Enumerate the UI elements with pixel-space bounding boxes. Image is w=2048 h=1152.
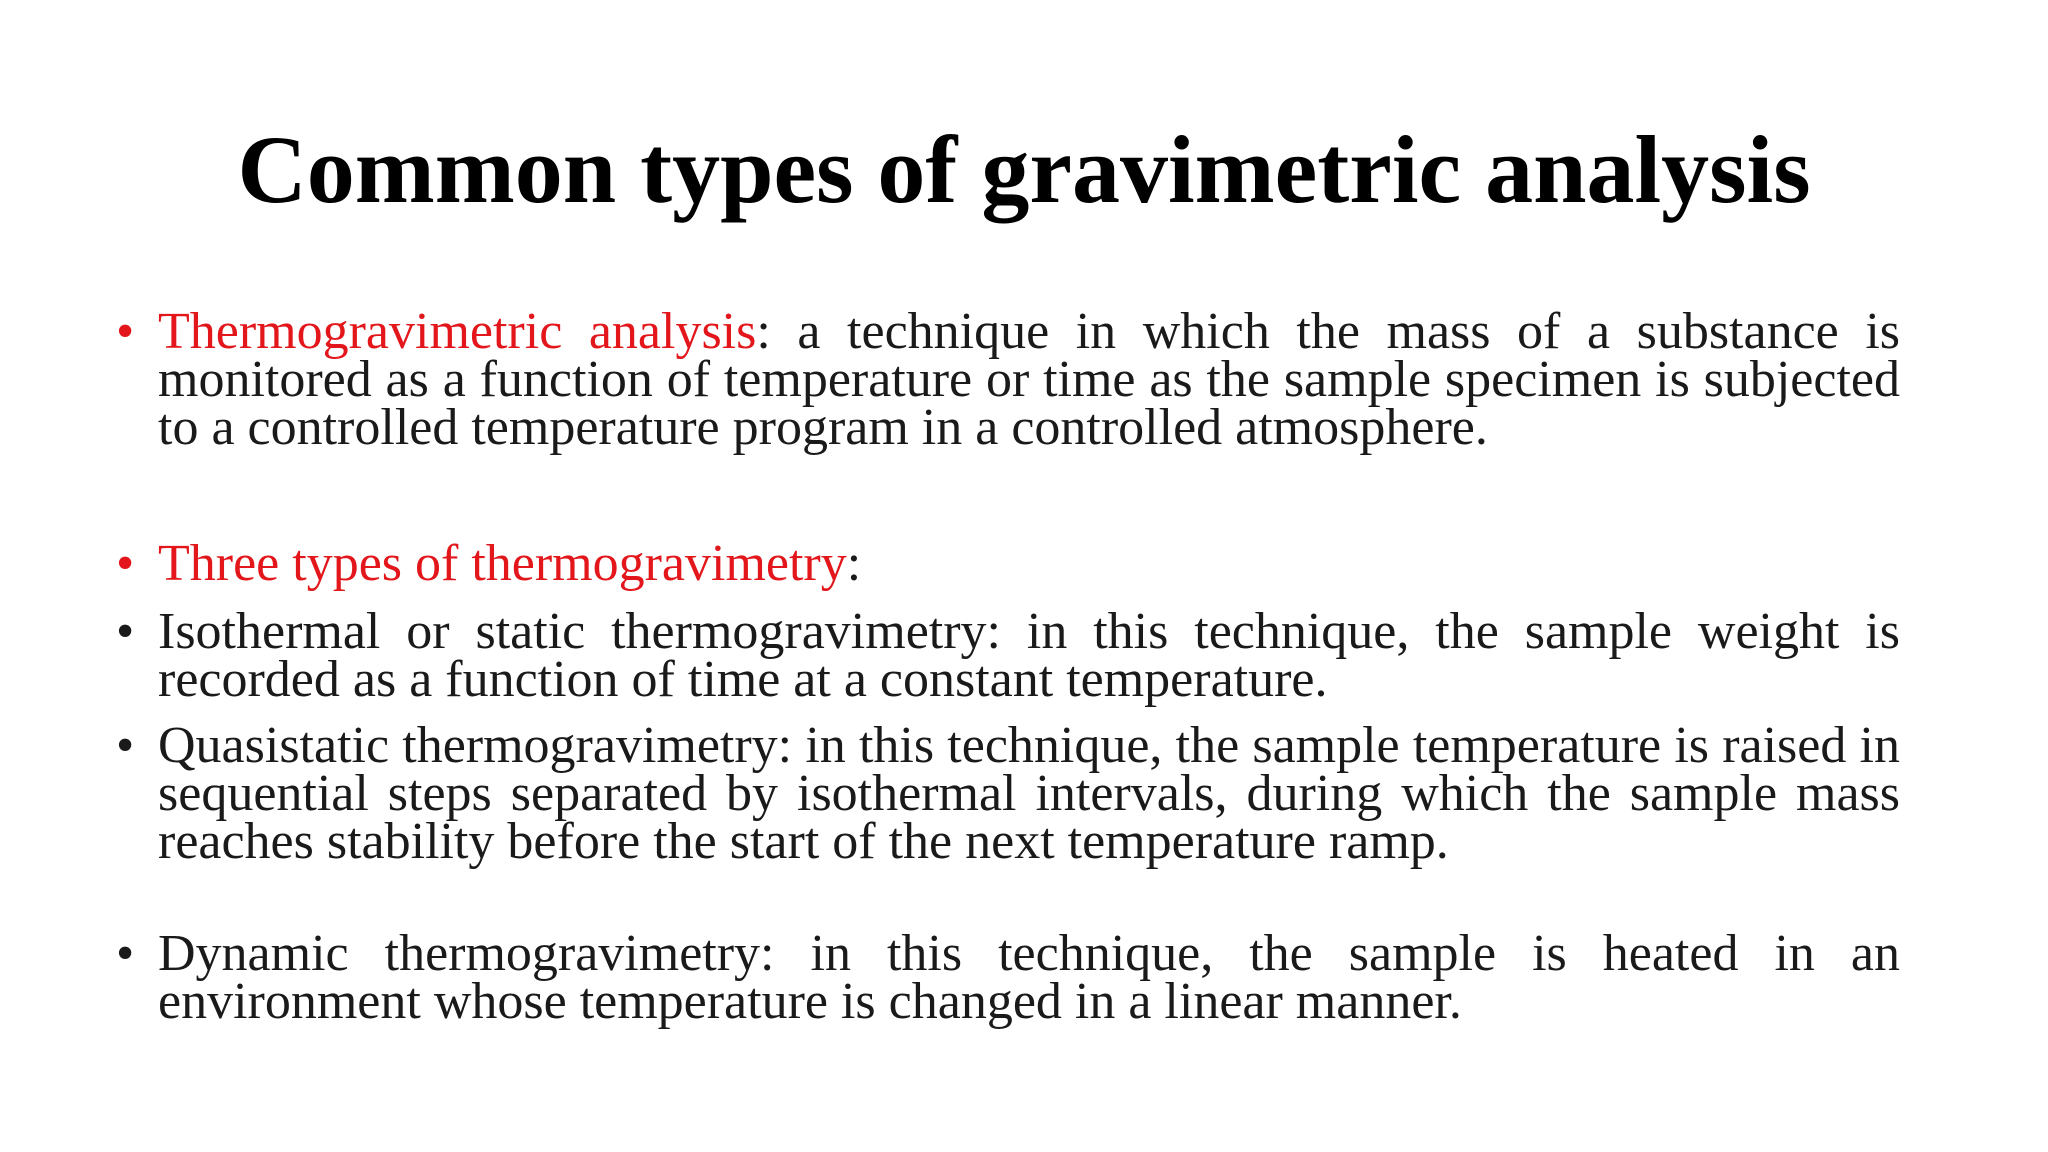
bullet-three-types (116, 535, 1900, 592)
bullet-quasistatic (116, 717, 1900, 870)
slide-title: Common types of gravimetric analysis (237, 116, 1811, 223)
bullet-text: Dynamic thermogravimetry: in this technique, the sample is heated in an environment whose temperature is changed in a linear manner. (158, 925, 1900, 1030)
bullet-dot-icon: • (116, 535, 135, 592)
bullet-dynamic (116, 925, 1900, 1030)
bullet-text: : a technique in which the mass of a substance is monitored as a function of temperature or time as the sample specimen is subjected to a controlled temperature program in a controlled atmosphere. (158, 303, 1900, 456)
bullet-highlight: Thermogravimetric analysis (158, 303, 757, 360)
bullet-text: Quasistatic thermogravimetry: in this technique, the sample temperature is raised in sequential steps separated by isothermal intervals, during which the sample mass reaches stability before the start of the next temperature ramp. (158, 717, 1900, 870)
bullet-highlight: Three types of thermogravimetry (158, 535, 847, 592)
bullet-dot-icon: • (116, 603, 135, 660)
bullet-dot-icon: • (116, 925, 135, 982)
bullet-text: : (846, 535, 862, 592)
bullet-dot-icon: • (116, 717, 135, 774)
bullet-dot-icon: • (116, 303, 135, 360)
bullet-text: Isothermal or static thermogravimetry: in this technique, the sample weight is recorded as a function of time at a constant temperature. (158, 603, 1900, 708)
bullet-thermogravimetric-analysis (116, 303, 1900, 456)
bullet-isothermal (116, 603, 1900, 708)
